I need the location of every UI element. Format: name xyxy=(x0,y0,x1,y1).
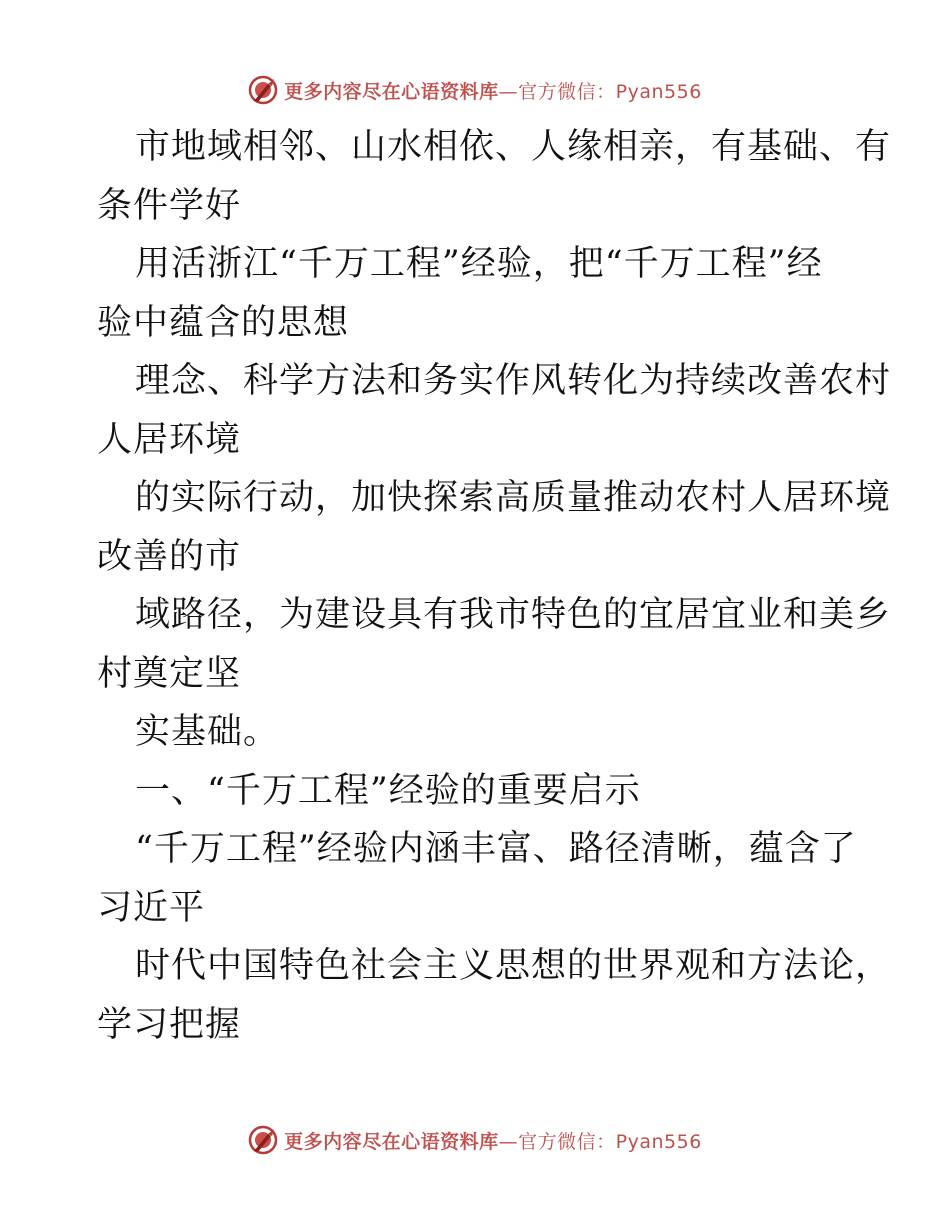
paragraph-line: 村奠定坚 xyxy=(97,653,242,694)
header-contact-text: —官方微信：Pyan556 xyxy=(498,80,702,103)
paragraph-line: 实基础。 xyxy=(135,712,280,752)
footer-brand-text: 更多内容尽在心语资料库 xyxy=(284,1130,499,1153)
footer-banner-text xyxy=(284,1127,702,1154)
paragraph-line: 时代中国特色社会主义思想的世界观和方法论， xyxy=(135,946,892,986)
footer-banner xyxy=(0,1120,950,1160)
paragraph-line: 的实际行动，加快探索高质量推动农村人居环境 xyxy=(135,478,892,518)
quill-seal-icon xyxy=(248,75,278,105)
header-brand-text: 更多内容尽在心语资料库 xyxy=(284,80,499,103)
paragraph-line: 用活浙江“千万工程”经验，把“千万工程”经 xyxy=(135,244,823,284)
paragraph-line: “千万工程”经验内涵丰富、路径清晰，蕴含了 xyxy=(135,829,857,869)
section-heading: 一、“千万工程”经验的重要启示 xyxy=(135,770,641,811)
header-banner-text xyxy=(284,77,702,104)
paragraph-line: 习近平 xyxy=(97,887,206,928)
paragraph-line: 理念、科学方法和务实作风转化为持续改善农村 xyxy=(135,361,892,401)
paragraph-line: 人居环境 xyxy=(97,419,242,460)
paragraph-line: 验中蕴含的思想 xyxy=(97,302,350,343)
header-banner xyxy=(0,70,950,110)
paragraph-line: 条件学好 xyxy=(97,185,242,226)
paragraph-line: 市地域相邻、山水相依、人缘相亲，有基础、有 xyxy=(135,127,892,167)
document-body xyxy=(97,118,892,1054)
footer-contact-text: —官方微信：Pyan556 xyxy=(498,1130,702,1153)
paragraph-line: 改善的市 xyxy=(97,536,242,577)
quill-seal-icon xyxy=(248,1125,278,1155)
paragraph-line: 域路径，为建设具有我市特色的宜居宜业和美乡 xyxy=(135,595,892,635)
paragraph-line: 学习把握 xyxy=(97,1004,242,1045)
